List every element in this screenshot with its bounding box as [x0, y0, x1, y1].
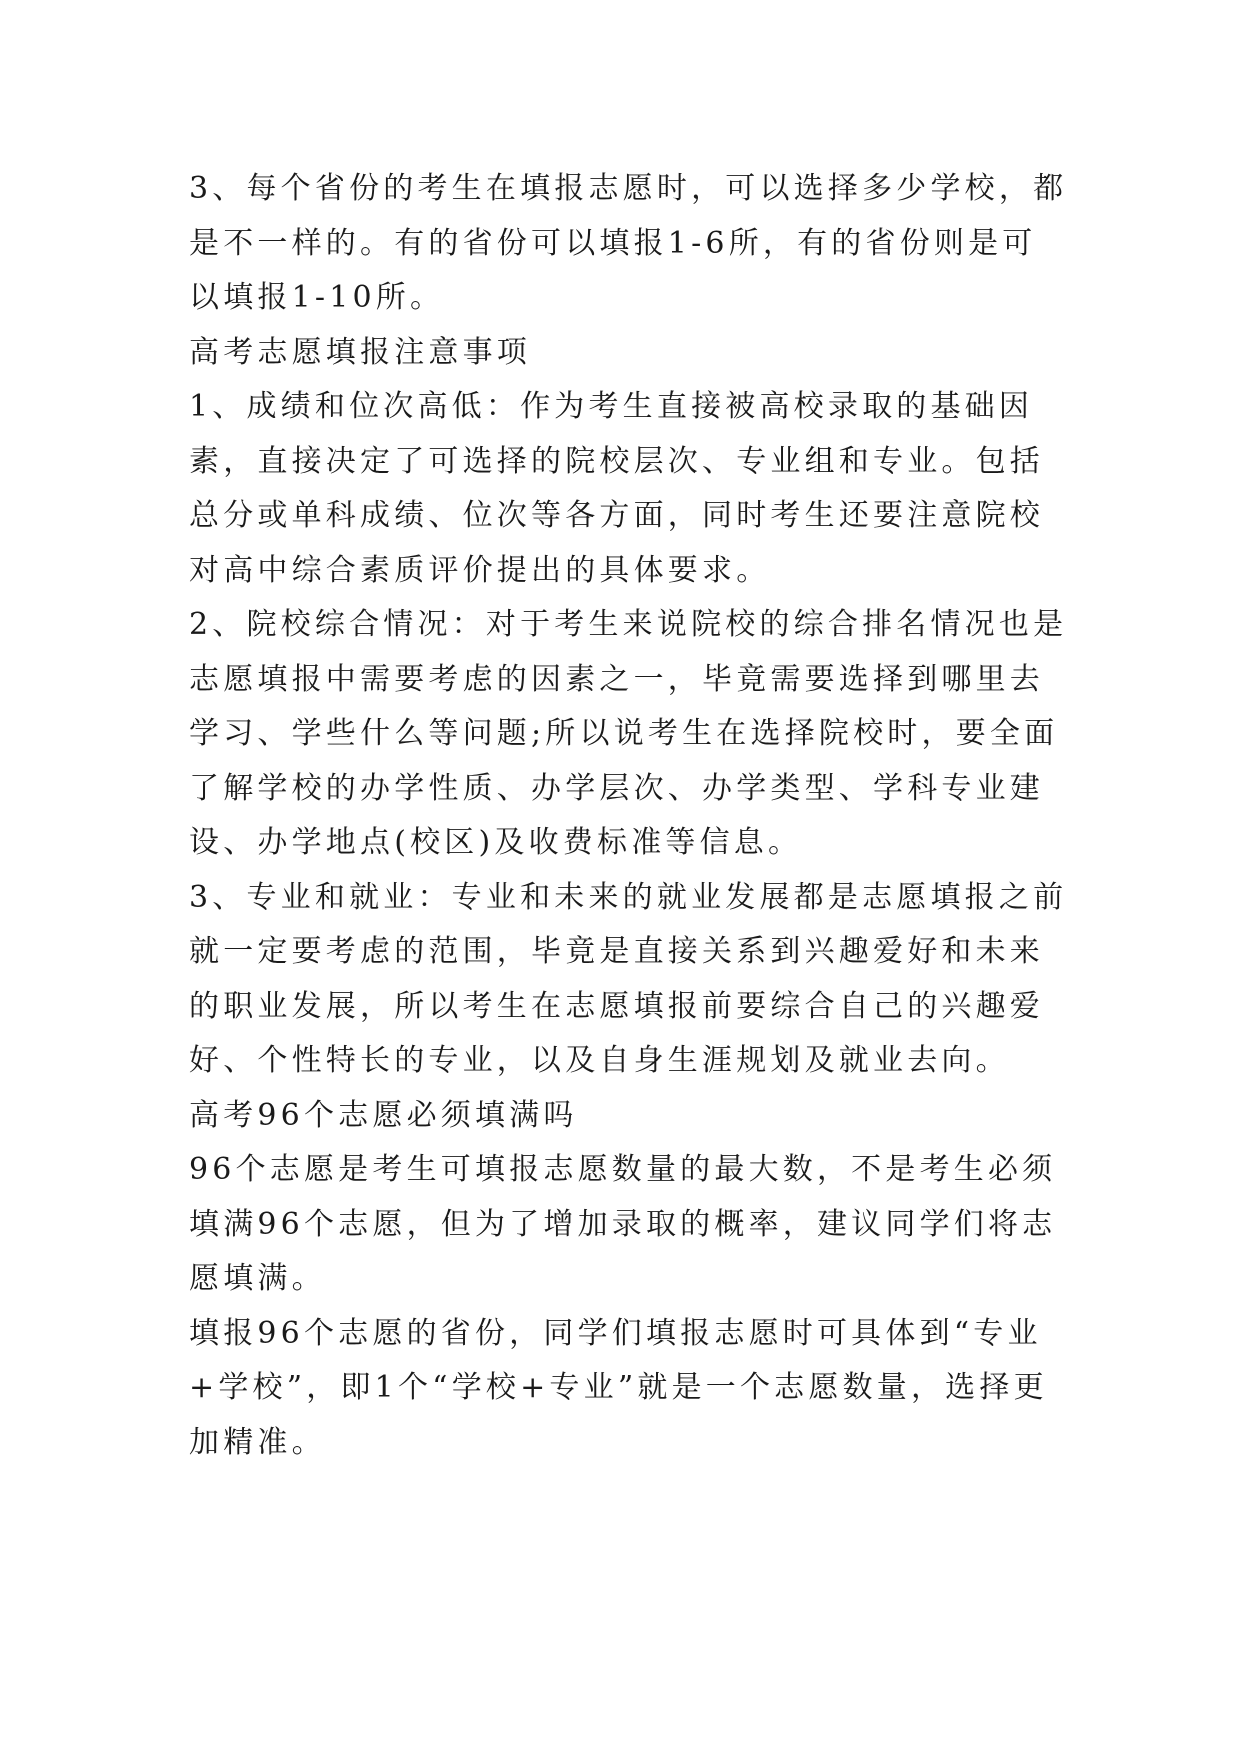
paragraph-96-max: 96个志愿是考生可填报志愿数量的最大数，不是考生必须填满96个志愿，但为了增加录取的概率，建议同学们将志愿填满。 [189, 1152, 1057, 1296]
paragraph-major-employment: 3、专业和就业：专业和未来的就业发展都是志愿填报之前就一定要考虑的范围，毕竟是直接关系到兴趣爱好和未来的职业发展，所以考生在志愿填报前要综合自己的兴趣爱好、个性特长的专业，以及自身生涯规划及就业去向。 [189, 879, 1068, 1078]
document-body [189, 162, 1069, 1470]
paragraph-96-provinces: 填报96个志愿的省份，同学们填报志愿时可具体到“专业+学校”，即1个“学校+专业”就是一个志愿数量，选择更加精准。 [189, 1315, 1048, 1460]
paragraph-score-rank: 1、成绩和位次高低：作为考生直接被高校录取的基础因素，直接决定了可选择的院校层次、专业组和专业。包括总分或单科成绩、位次等各方面，同时考生还要注意院校对高中综合素质评价提出的具体要求。 [189, 389, 1044, 588]
paragraph-school-count: 3、每个省份的考生在填报志愿时，可以选择多少学校，都是不一样的。有的省份可以填报1-6所，有的省份则是可以填报1-10所。 [189, 171, 1068, 315]
paragraph-school-overview: 2、院校综合情况：对于考生来说院校的综合排名情况也是志愿填报中需要考虑的因素之一，毕竟需要选择到哪里去学习、学些什么等问题;所以说考生在选择院校时，要全面了解学校的办学性质、办学层次、办学类型、学科专业建设、办学地点(校区)及收费标准等信息。 [189, 607, 1068, 860]
heading-96-choices: 高考96个志愿必须填满吗 [189, 1097, 578, 1133]
heading-precautions: 高考志愿填报注意事项 [189, 334, 531, 370]
